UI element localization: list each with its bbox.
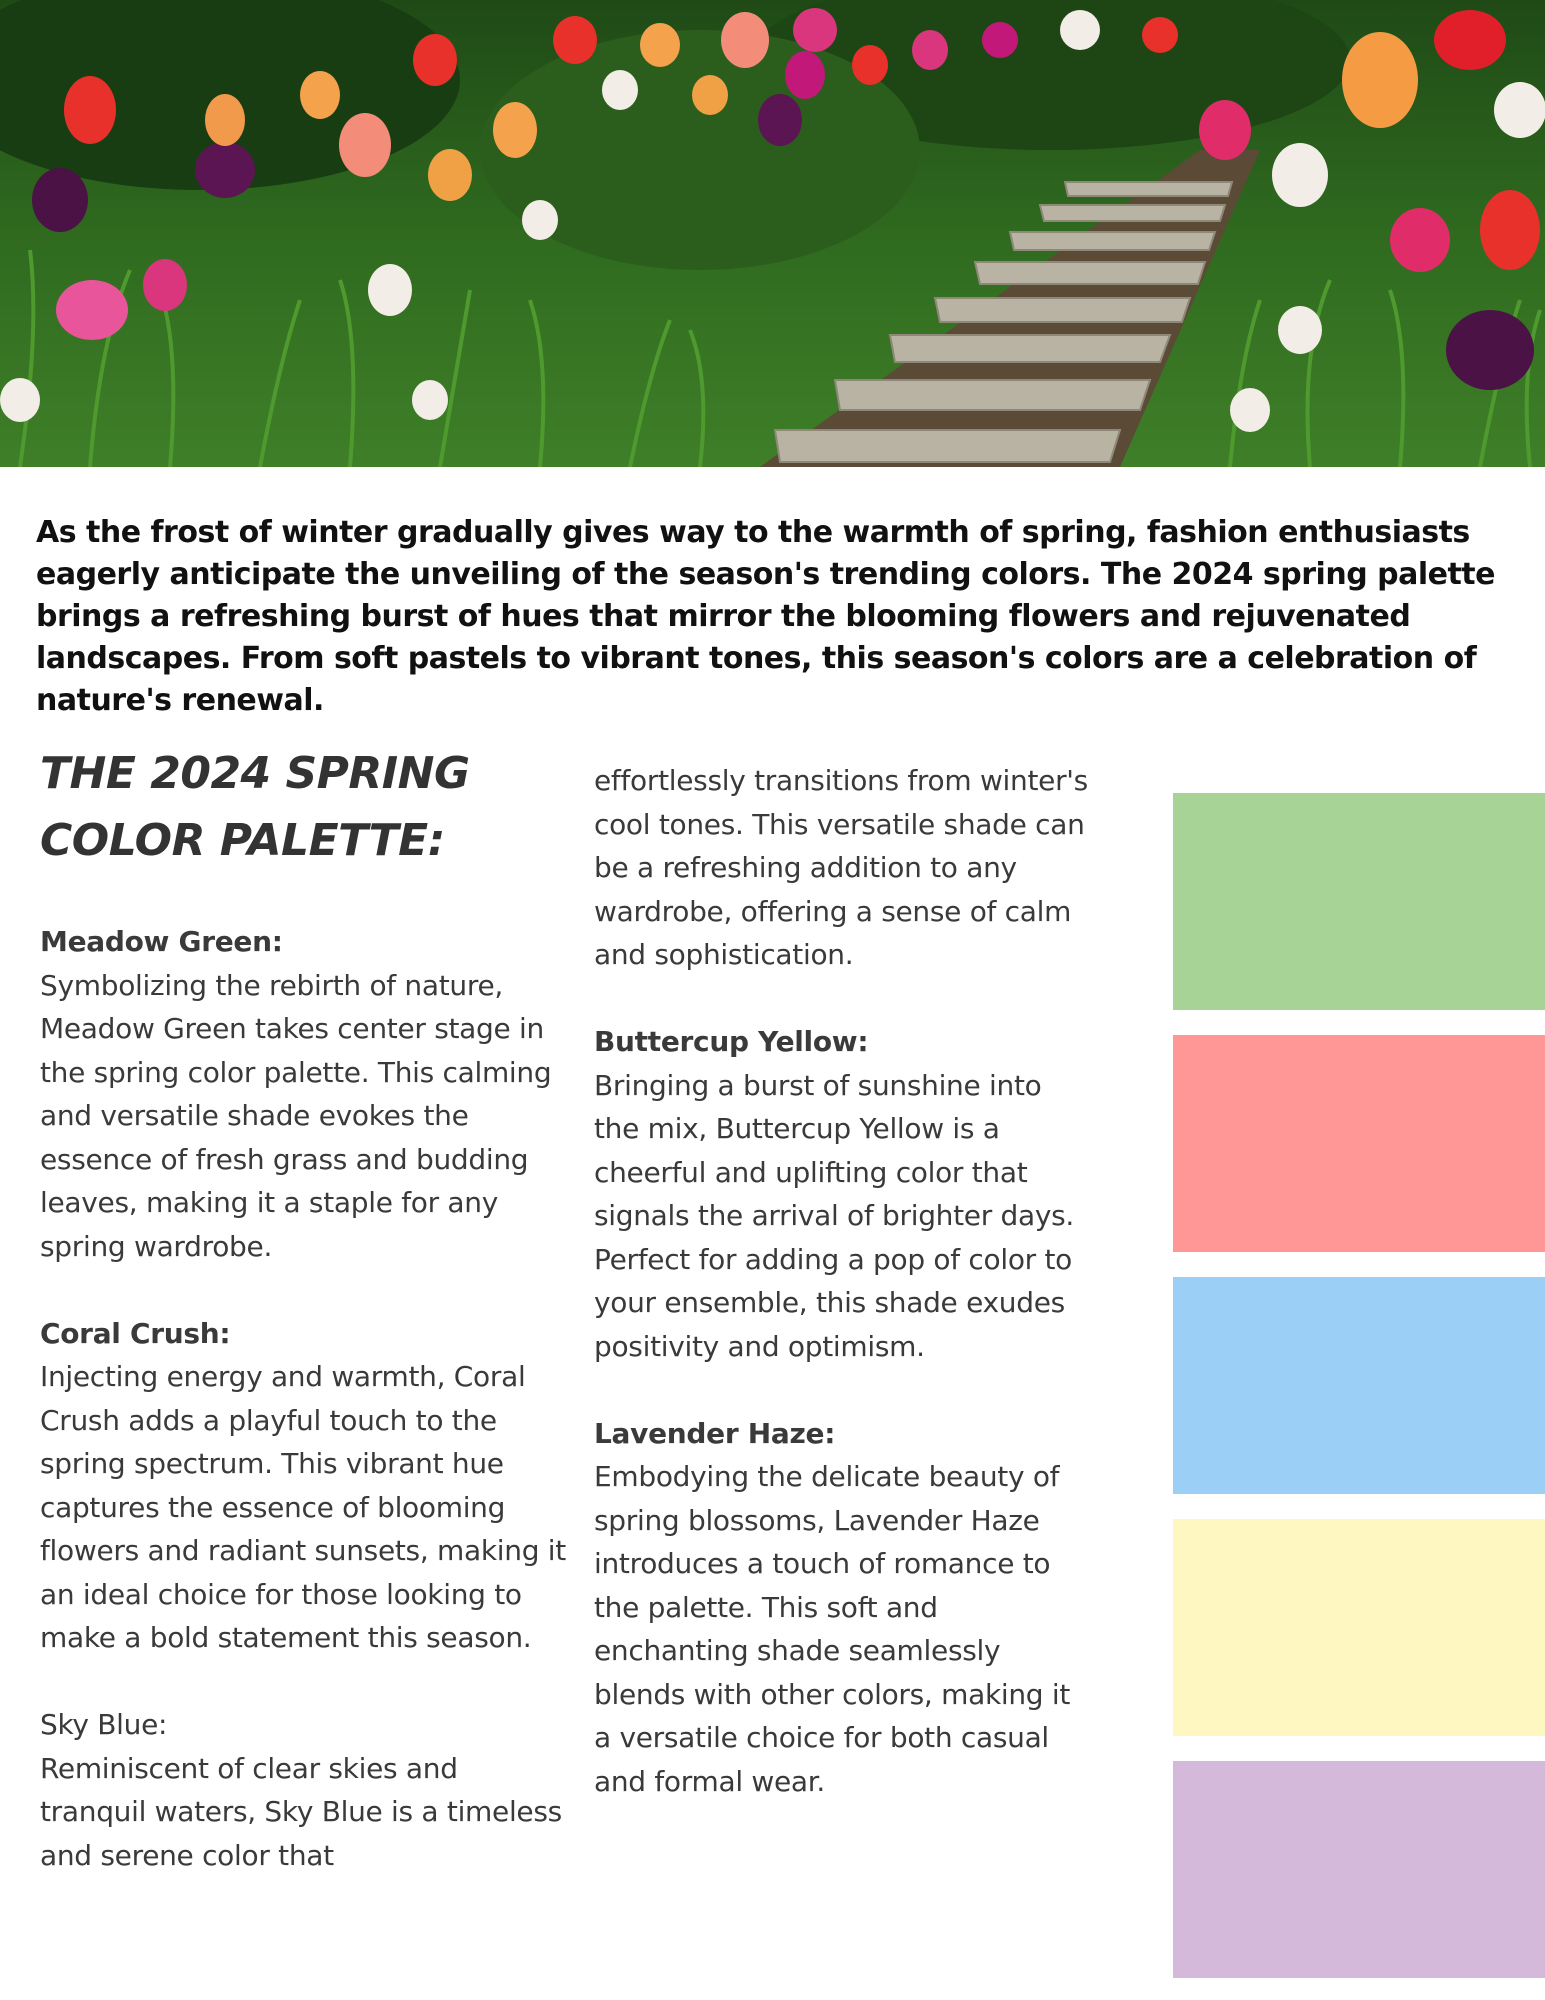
lavender-haze-heading: Lavender Haze: — [594, 1416, 836, 1450]
left-column — [40, 920, 570, 1877]
swatch-meadow-green — [1173, 793, 1545, 1010]
garden-path-illustration — [0, 0, 1545, 467]
swatch-coral-crush — [1173, 1035, 1545, 1252]
sky-blue-section — [40, 1703, 570, 1877]
buttercup-yellow-section — [594, 1020, 1094, 1368]
sky-blue-body: Reminiscent of clear skies and tranquil waters, Sky Blue is a timeless and serene color that — [40, 1751, 562, 1872]
coral-crush-heading: Coral Crush: — [40, 1316, 231, 1350]
lavender-haze-body: Embodying the delicate beauty of spring blossoms, Lavender Haze introduces a touch of romance to the palette. This soft and enchanting shade seamlessly blends with other colors, making it a versatile choice for both casual and formal wear. — [594, 1460, 1071, 1798]
buttercup-yellow-heading: Buttercup Yellow: — [594, 1025, 869, 1058]
coral-crush-section — [40, 1312, 570, 1660]
swatch-sky-blue — [1173, 1277, 1545, 1494]
sky-blue-body-continued: effortlessly transitions from winter's cool tones. This versatile shade can be a refreshing addition to any wardrobe, offering a sense of calm and sophistication. — [594, 764, 1088, 971]
swatch-lavender-haze — [1173, 1761, 1545, 1978]
meadow-green-body: Symbolizing the rebirth of nature, Meadow Green takes center stage in the spring color palette. This calming and versatile shade evokes the essence of fresh grass and budding leaves, making it a staple for any spring wardrobe. — [40, 968, 552, 1263]
intro-paragraph: As the frost of winter gradually gives way to the warmth of spring, fashion enthusiasts eagerly anticipate the unveiling of the season's trending colors. The 2024 spring palette brings a refreshing burst of hues that mirror the blooming flowers and rejuvenated landscapes. From soft pastels to vibrant tones, this season's colors are a celebration of nature's renewal. — [36, 515, 1495, 718]
meadow-green-section — [40, 920, 570, 1268]
buttercup-yellow-body: Bringing a burst of sunshine into the mix, Buttercup Yellow is a cheerful and uplifting color that signals the arrival of brighter days. Perfect for adding a pop of color to your ensemble, this shade exudes positivity and optimism. — [594, 1068, 1075, 1363]
lavender-haze-section — [594, 1412, 1094, 1804]
sky-blue-continued — [594, 759, 1094, 977]
palette-title: THE 2024 SPRING COLOR PALETTE: — [40, 748, 470, 866]
coral-crush-body: Injecting energy and warmth, Coral Crush adds a playful touch to the spring spectrum. This vibrant hue captures the essence of blooming flowers and radiant sunsets, making it an ideal choice for those looking to make a bold statement this season. — [40, 1360, 566, 1654]
sky-blue-heading: Sky Blue: — [40, 1708, 168, 1741]
swatch-buttercup-yellow — [1173, 1519, 1545, 1736]
hero-garden-photo — [0, 0, 1545, 467]
middle-column — [594, 759, 1094, 1803]
meadow-green-heading: Meadow Green: — [40, 925, 283, 958]
